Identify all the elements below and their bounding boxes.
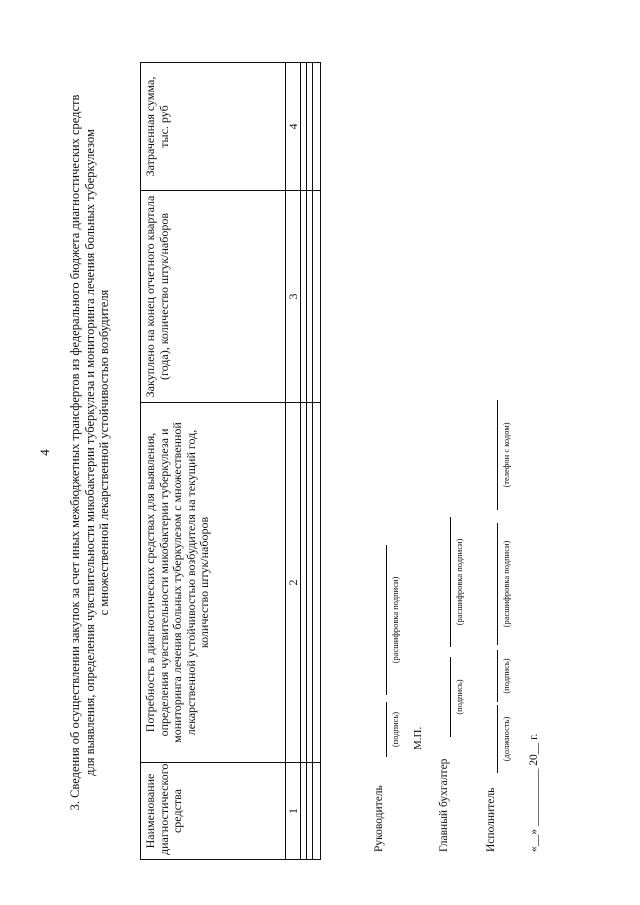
accountant-signature-caption: (подпись) (454, 679, 464, 715)
accountant-decoding-line (450, 517, 451, 647)
executor-decoding-line (497, 523, 498, 645)
column-number-1: 1 (286, 763, 301, 860)
head-label: Руководитель (373, 785, 385, 852)
header-diagnostic-name: Наименование диагностического средства (141, 763, 286, 860)
column-number-row (286, 63, 301, 860)
column-number-3: 3 (286, 191, 301, 403)
page-number: 4 (37, 449, 52, 456)
table-header-row (141, 63, 286, 860)
table-cell (313, 763, 321, 860)
stamp-placeholder: М.П. (412, 726, 424, 750)
head-signature-caption: (подпись) (390, 711, 400, 748)
column-number-2: 2 (286, 403, 301, 763)
table-cell (313, 63, 321, 191)
heading-line-3: с множественной лекарственной устойчивостью возбудителя (97, 289, 111, 616)
head-decoding-line (386, 545, 387, 695)
procurement-table (140, 62, 321, 860)
header-spent-sum: Затраченная сумма, тыс. руб (141, 63, 286, 191)
header-need: Потребность в диагностических средствах для выявления, определения чувствительности микобактерии туберкулеза и мониторинга лечения больных туберкулезом с множественной лекарственной устойчивостью возбудителя на текущий год, количество штук/наборов (141, 403, 286, 763)
executor-phone-caption: (телефон с кодом) (501, 422, 511, 488)
header-purchased: Закуплено на конец отчетного квартала (года), количество штук/наборов (141, 191, 286, 403)
table-cell (313, 403, 321, 763)
executor-signature-line (497, 650, 498, 702)
head-signature-line (386, 702, 387, 757)
column-number-4: 4 (286, 63, 301, 191)
heading-line-1: 3. Сведения об осуществлении закупок за счет иных межбюджетных трансфертов из федерального бюджета диагностических средств (68, 94, 82, 811)
executor-decoding-caption: (расшифровка подписи) (501, 540, 511, 628)
head-decoding-caption: (расшифровка подписи) (390, 576, 400, 664)
table-cell (313, 191, 321, 403)
executor-position-line (497, 705, 498, 773)
accountant-label: Главный бухгалтер (438, 758, 450, 852)
executor-phone-line (497, 400, 498, 510)
date-line: «__» __________ 20__ г. (528, 733, 540, 852)
accountant-decoding-caption: (расшифровка подписи) (454, 538, 464, 626)
heading-line-2: для выявления, определения чувствительности микобактерии туберкулеза и мониторинга лечения больных туберкулезом (82, 129, 97, 776)
executor-signature-caption: (подпись) (501, 658, 511, 694)
section-heading (68, 40, 112, 865)
table-row (313, 63, 321, 860)
accountant-signature-line (450, 657, 451, 737)
executor-position-caption: (должность) (501, 716, 511, 762)
executor-label: Исполнитель (485, 787, 497, 852)
